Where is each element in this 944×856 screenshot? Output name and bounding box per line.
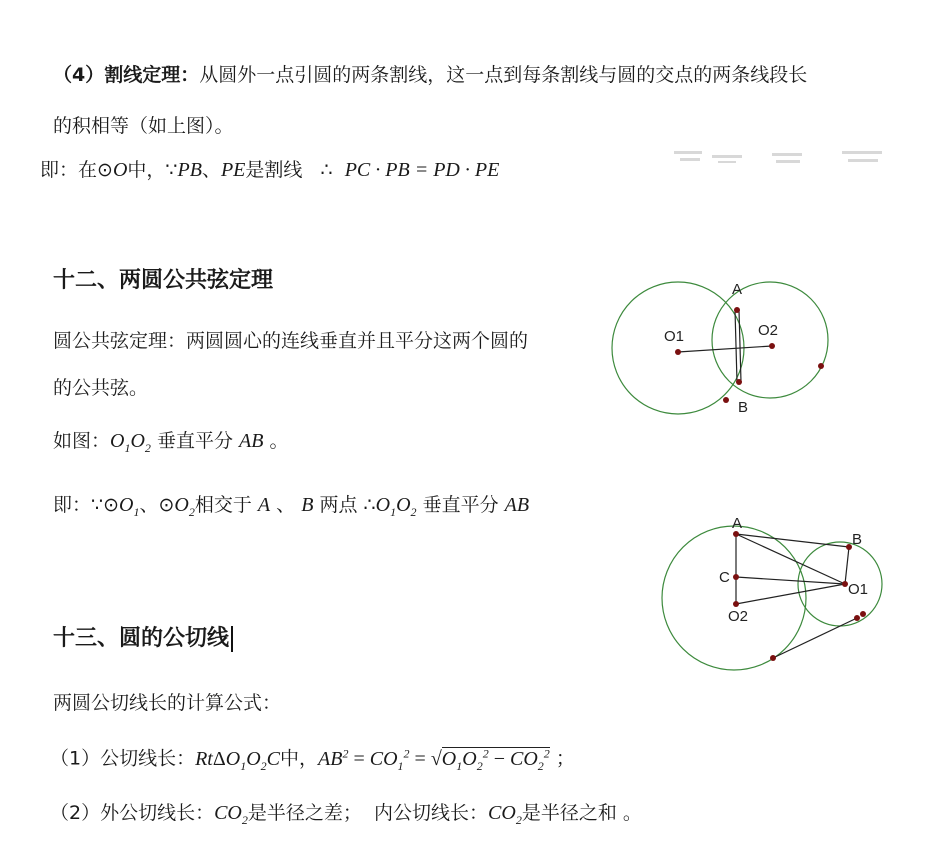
secant-theorem-line-1 bbox=[53, 62, 807, 88]
therefore-symbol: ∴ bbox=[320, 159, 333, 181]
rt-text: Rt bbox=[195, 747, 213, 770]
label-B: B bbox=[852, 531, 863, 548]
separator: 、⊙ bbox=[139, 494, 175, 516]
points-therefore: 两点 ∴ bbox=[319, 494, 376, 516]
period: 。 bbox=[269, 430, 289, 452]
formula-1 bbox=[50, 740, 575, 779]
formula-1-label: （1）公切线长： bbox=[50, 747, 196, 770]
secant-theorem-line-2 bbox=[53, 113, 234, 139]
section-13-heading bbox=[53, 626, 233, 652]
radius-difference-text: 是半径之差； bbox=[247, 802, 362, 824]
line-O1O2 bbox=[678, 346, 772, 352]
segment-O2-O1 bbox=[736, 584, 845, 604]
var-AB: AB bbox=[504, 494, 530, 516]
because-text: 中，∵ bbox=[127, 159, 178, 181]
formula-title: 两圆公切线长的计算公式： bbox=[53, 692, 282, 714]
var-O1O2: $O_1O_2$ bbox=[375, 494, 417, 519]
colon: ： bbox=[180, 64, 200, 86]
tangent-lower bbox=[773, 618, 857, 658]
perp-text: 垂直平分 bbox=[156, 430, 233, 452]
point-A bbox=[734, 307, 740, 313]
point-lower-right-2 bbox=[860, 611, 866, 617]
secant-text: 是割线 bbox=[245, 159, 303, 181]
var-PB: PB bbox=[177, 159, 202, 181]
var-O2: $O_2$ bbox=[174, 494, 195, 519]
common-chord-figure bbox=[600, 270, 840, 430]
zhong-text: 中， bbox=[280, 747, 319, 770]
theorem-text-2: 的积相等（如上图）。 bbox=[53, 115, 234, 137]
point-lower-left bbox=[770, 655, 776, 661]
var-A: A bbox=[257, 494, 271, 516]
point-O2 bbox=[733, 601, 739, 607]
semicolon: ； bbox=[555, 747, 575, 770]
secant-theorem-line-3 bbox=[40, 157, 499, 183]
circle-O1 bbox=[612, 282, 744, 414]
var-CO2: $CO_2$ bbox=[214, 802, 248, 827]
figure-note bbox=[53, 428, 289, 461]
chord-AB bbox=[735, 310, 737, 382]
label-O1: O1 bbox=[848, 581, 869, 598]
point-lower-right-1 bbox=[854, 615, 860, 621]
secant-equation: PC · PB = PD · PE bbox=[344, 159, 500, 181]
perp-text: 垂直平分 bbox=[422, 494, 499, 516]
point-right bbox=[818, 363, 824, 369]
segment-C-O1 bbox=[736, 577, 845, 584]
var-B: B bbox=[301, 494, 314, 516]
label-A: A bbox=[732, 281, 743, 298]
label-C: C bbox=[719, 569, 730, 586]
heading-text: 十三、圆的公切线 bbox=[53, 626, 230, 651]
intersect-text: 相交于 bbox=[194, 494, 252, 516]
scan-artifact bbox=[672, 143, 892, 173]
ji-because: 即：∵⊙ bbox=[53, 494, 120, 516]
radius-sum-text: 是半径之和 。 bbox=[521, 802, 642, 824]
label-O2: O2 bbox=[728, 608, 749, 625]
theorem-text-1: 从圆外一点引圆的两条割线，这一点到每条割线与圆的交点的两条线段长 bbox=[199, 64, 808, 86]
var-O1: $O_1$ bbox=[119, 494, 140, 519]
var-PE: PE bbox=[220, 159, 246, 181]
text-cursor bbox=[231, 626, 233, 652]
tangent-AB bbox=[736, 534, 849, 547]
internal-tangent-label: 内公切线长： bbox=[374, 802, 489, 824]
triangle-expr: $Rt\Delta O_1O_2C$ bbox=[195, 747, 280, 773]
label-O2: O2 bbox=[758, 322, 779, 339]
point-C bbox=[733, 574, 739, 580]
separator: 、 bbox=[276, 494, 296, 516]
var-AB: AB bbox=[239, 430, 264, 452]
theorem-title: 割线定理 bbox=[104, 64, 181, 86]
common-chord-text-2: 的公共弦。 bbox=[53, 377, 149, 399]
fig-prefix: 如图： bbox=[53, 430, 111, 452]
var-O: O bbox=[112, 159, 128, 181]
common-chord-text-1: 圆公共弦定理：两圆圆心的连线垂直并且平分这两个圆的 bbox=[53, 330, 529, 352]
point-O2 bbox=[769, 343, 775, 349]
circle-O2 bbox=[712, 282, 828, 398]
point-lower bbox=[723, 397, 729, 403]
common-tangent-figure bbox=[660, 512, 900, 672]
tangent-length-equation: $AB^2 = CO_1^2 = √O_1O_2^2 - CO_2^2$ bbox=[318, 746, 550, 773]
circle-symbol: ⊙ bbox=[97, 159, 113, 181]
label-B: B bbox=[738, 399, 749, 416]
ji-prefix: 即：在 bbox=[40, 159, 98, 181]
formula-2 bbox=[50, 800, 642, 833]
radius-B-O1 bbox=[845, 547, 849, 584]
section-12-heading: 十二、两圆公共弦定理 bbox=[53, 268, 274, 293]
separator: 、 bbox=[201, 159, 221, 181]
external-tangent-label: （2）外公切线长： bbox=[50, 802, 215, 824]
common-chord-statement bbox=[53, 492, 529, 525]
circle-large bbox=[662, 526, 806, 670]
segment-A-O1 bbox=[736, 534, 845, 584]
var-O1O2: $O_1O_2$ bbox=[110, 430, 151, 455]
label-O1: O1 bbox=[664, 328, 685, 345]
point-B bbox=[736, 379, 742, 385]
point-O1 bbox=[675, 349, 681, 355]
label-A: A bbox=[732, 515, 743, 532]
item-number: （4） bbox=[53, 64, 105, 86]
var-CO2: $CO_2$ bbox=[488, 802, 522, 827]
